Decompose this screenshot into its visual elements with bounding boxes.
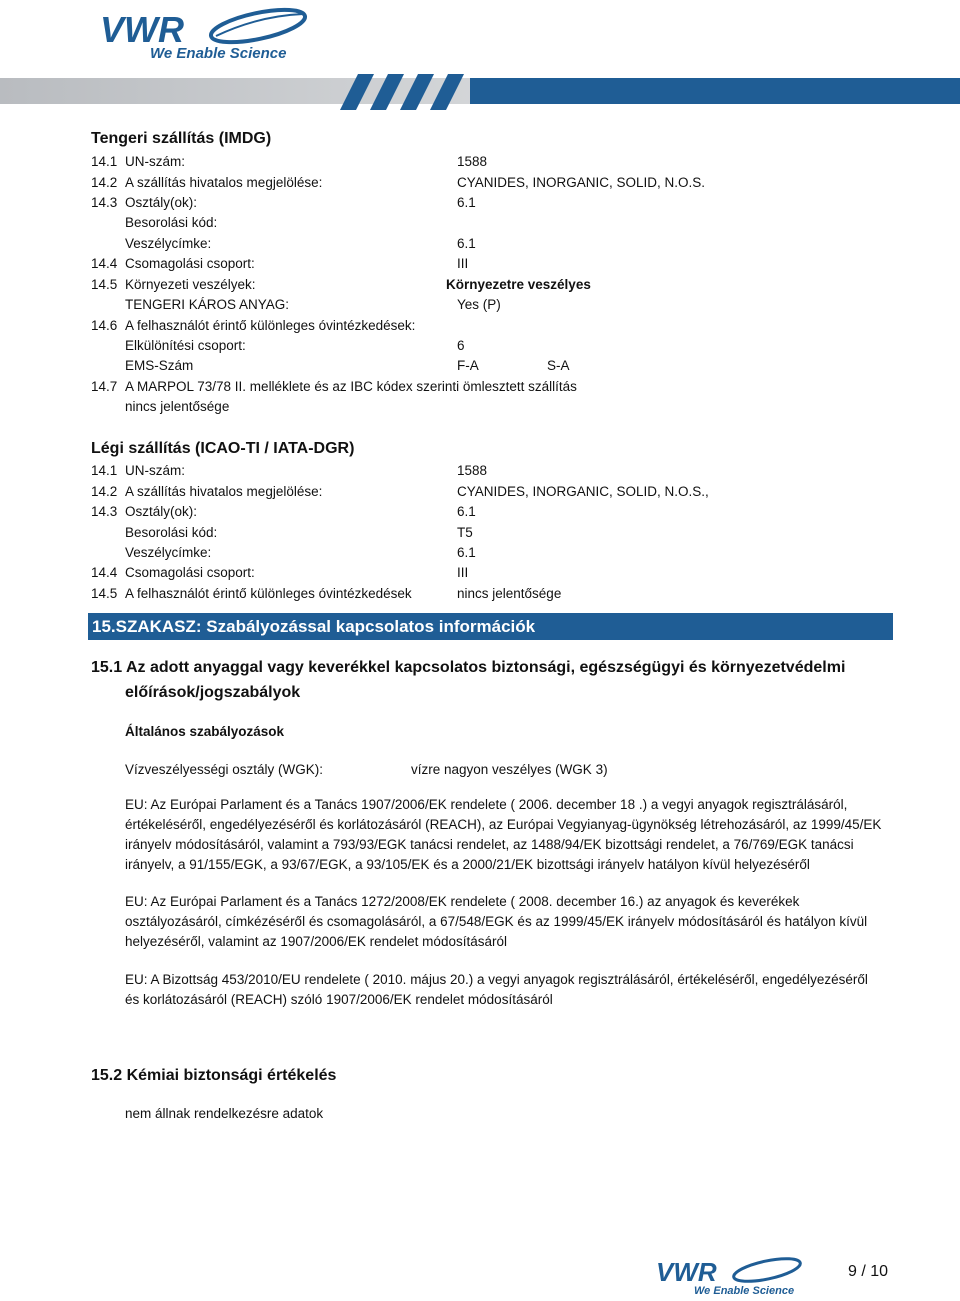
row-value: III [457,256,469,271]
vwr-tagline: We Enable Science [150,45,287,62]
row-label: UN-szám: [125,463,185,478]
row-label: Veszélycímke: [125,545,212,560]
row-label: Környezeti veszélyek: [125,277,256,292]
vwr-logo-text: VWR [100,9,184,50]
section-15-1-heading-line2: előírások/jogszabályok [125,684,301,701]
row-label: A MARPOL 73/78 II. melléklete és az IBC kódex szerinti ömlesztett szállítás [125,379,577,394]
row-label: EMS-Szám [125,358,194,373]
row-value: F-A [457,358,479,373]
row-label: nincs jelentősége [125,399,230,414]
row-value: 6.1 [457,195,476,210]
wgk-value: vízre nagyon veszélyes (WGK 3) [411,762,608,777]
row-value: Yes (P) [457,297,501,312]
footer-leaf-icon [732,1256,802,1286]
row-value: Környezetre veszélyes [446,277,591,292]
row-label: TENGERI KÁROS ANYAG: [125,297,290,312]
row-label: Veszélycímke: [125,236,212,251]
row-number: 14.6 [91,318,118,333]
row-number: 14.5 [91,277,118,292]
wgk-label: Vízveszélyességi osztály (WGK): [125,762,324,777]
row-value: T5 [457,525,473,540]
row-value: III [457,565,469,580]
section-15-1-heading-line1: 15.1 Az adott anyaggal vagy keverékkel kapcsolatos biztonsági, egészségügyi és környezetvédelmi [91,659,846,676]
vwr-logo [98,6,318,64]
icao-title: Légi szállítás (ICAO-TI / IATA-DGR) [91,440,355,457]
regulation-paragraph-1: EU: Az Európai Parlament és a Tanács 1907/2006/EK rendelete ( 2006. december 18 .) a vegyi anyagok regisztrálásáról, értékeléséről, engedélyezéséről és korlátozásáról (REACH), az Európai Vegyianyag-ügynökség létrehozásáról, az 1999/45/EK irányelv módosításáról, valamint a 793/93/EGK tanácsi rendelet, az 1488/94/EK bizottsági rendelet, a 76/769/EGK tanácsi irányelv, a 91/155/EGK, a 93/67/EGK, a 93/105/EK és a 2000/21/EK bizottsági irányelv hatályon kívül helyezéséről [125,797,882,872]
row-label: A szállítás hivatalos megjelölése: [125,175,323,190]
footer-tagline: We Enable Science [694,1285,795,1297]
section-15-2-heading: 15.2 Kémiai biztonsági értékelés [91,1067,337,1084]
row-number: 14.3 [91,195,118,210]
row-label: Csomagolási csoport: [125,565,255,580]
row-number: 14.1 [91,463,118,478]
regulation-paragraph-3: EU: A Bizottság 453/2010/EU rendelete ( 2010. május 20.) a vegyi anyagok regisztrálásáról, értékeléséről, engedélyezéséről és korlátozásáról (REACH) szóló 1907/2006/EK rendelet módosításáról [125,972,868,1007]
section-15-banner [88,613,893,640]
row-number: 14.2 [91,175,118,190]
general-regulations-title: Általános szabályozások [125,724,285,739]
leaf-icon [208,6,307,49]
footer-logo-text: VWR [656,1257,717,1287]
row-number: 14.2 [91,484,118,499]
row-value: 1588 [457,154,488,169]
footer-vwr-logo [654,1256,809,1298]
row-label: Besorolási kód: [125,215,218,230]
section-15-title: 15.SZAKASZ: Szabályozással kapcsolatos információk [92,617,536,636]
row-label: A felhasználót érintő különleges óvintézkedések: [125,318,416,333]
row-number: 14.4 [91,256,118,271]
header-chevrons-decoration [330,72,960,112]
row-label: UN-szám: [125,154,185,169]
section-15-2-text: nem állnak rendelkezésre adatok [125,1106,324,1121]
row-value-2: S-A [547,358,570,373]
row-label: A felhasználót érintő különleges óvintézkedések [125,586,412,601]
row-value: 1588 [457,463,488,478]
row-label: Osztály(ok): [125,504,198,519]
row-label: Osztály(ok): [125,195,198,210]
row-label: A szállítás hivatalos megjelölése: [125,484,323,499]
row-value: 6.1 [457,545,476,560]
row-value: CYANIDES, INORGANIC, SOLID, N.O.S. [457,175,706,190]
regulation-paragraph-2: EU: Az Európai Parlament és a Tanács 1272/2008/EK rendelete ( 2008. december 16.) az anyagok és keverékek osztályozásáról, címkézéséről és csomagolásáról, a 67/548/EGK és az 1999/45/EK irányelv módosításáról és hatályon kívül helyezéséről, valamint az 1907/2006/EK rendelet módosításáról [125,894,868,949]
row-number: 14.3 [91,504,118,519]
row-number: 14.7 [91,379,118,394]
imdg-title: Tengeri szállítás (IMDG) [91,130,272,147]
row-label: Csomagolási csoport: [125,256,255,271]
row-number: 14.1 [91,154,118,169]
row-number: 14.5 [91,586,118,601]
row-value: nincs jelentősége [457,586,562,601]
row-label: Besorolási kód: [125,525,218,540]
row-number: 14.4 [91,565,118,580]
row-value: CYANIDES, INORGANIC, SOLID, N.O.S., [457,484,709,499]
row-value: 6.1 [457,236,476,251]
row-value: 6 [457,338,465,353]
row-value: 6.1 [457,504,476,519]
page-number: 9 / 10 [848,1263,889,1280]
row-label: Elkülönítési csoport: [125,338,246,353]
